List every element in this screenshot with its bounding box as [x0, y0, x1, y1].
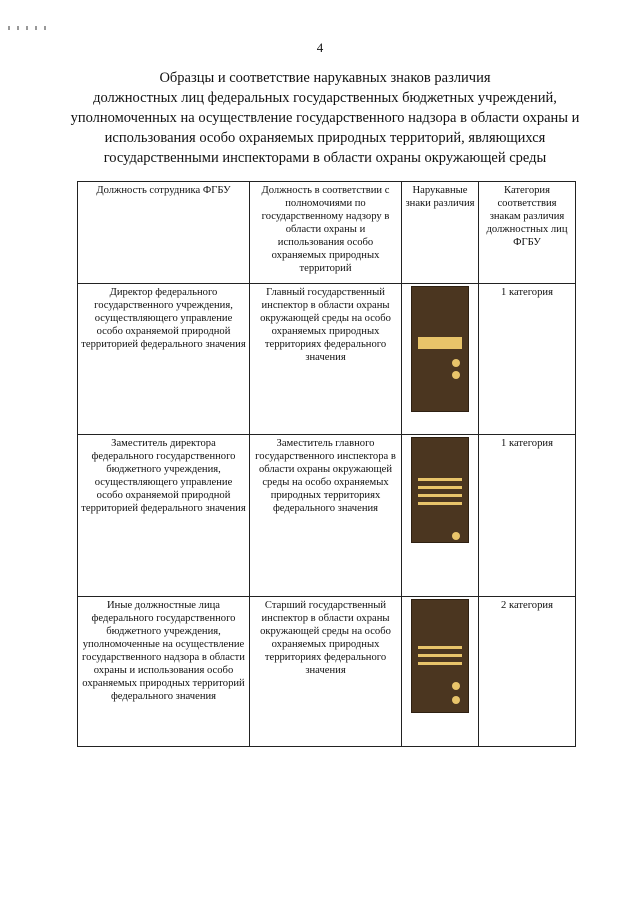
table-row [78, 597, 576, 747]
cell-insignia [402, 435, 479, 597]
cell-category: 1 категория [479, 435, 576, 597]
page-number: 4 [316, 40, 324, 55]
cell-inspector-position: Старший государственный инспектор в области охраны окружающей среды на особо охраняемых природных территориях федерального значения [250, 597, 402, 747]
insignia-stripe [418, 478, 462, 481]
cell-employee-position: Директор федерального государственного учреждения, осуществляющего управление особо охраняемой природной территорией федерального значения [78, 284, 250, 435]
cell-employee-position: Иные должностные лица федерального государственного бюджетного учреждения, уполномоченные на осуществление государственного надзора в области охраны и использования особо охраняемых природных территорий федерального значения [78, 597, 250, 747]
page-title [40, 68, 610, 168]
insignia-stripe [418, 646, 462, 649]
cell-insignia [402, 597, 479, 747]
insignia-dot [452, 532, 460, 540]
page-title-line: Образцы и соответствие нарукавных знаков различия [159, 70, 491, 86]
cell-inspector-position: Заместитель главного государственного инспектора в области охраны окружающей среды на особо охраняемых природных территориях федерального значения [250, 435, 402, 597]
cell-category: 2 категория [479, 597, 576, 747]
insignia-table [77, 181, 576, 747]
insignia-three-stripes-two-dots [411, 599, 469, 713]
insignia-stripe [418, 502, 462, 505]
insignia-wide-stripe-two-dots [411, 286, 469, 412]
insignia-stripe [418, 662, 462, 665]
cell-category: 1 категория [479, 284, 576, 435]
cell-insignia [402, 284, 479, 435]
page-title-line: уполномоченных на осуществление государственного надзора в области охраны и [70, 110, 580, 126]
table-row [78, 284, 576, 435]
insignia-dot [452, 696, 460, 704]
header-category: Категория соответствия знакам различия должностных лиц ФГБУ [479, 182, 576, 284]
header-employee-position: Должность сотрудника ФГБУ [78, 182, 250, 284]
insignia-dot [452, 682, 460, 690]
table-row [78, 435, 576, 597]
page-title-line: использования особо охраняемых природных территорий, являющихся [104, 130, 546, 146]
insignia-stripe [418, 337, 462, 349]
insignia-stripe [418, 486, 462, 489]
table-header-row [78, 182, 576, 284]
header-insignia: Нарукавные знаки различия [402, 182, 479, 284]
page-title-line: государственными инспекторами в области охраны окружающей среды [103, 150, 547, 166]
page-title-line: должностных лиц федеральных государственных бюджетных учреждений, [93, 90, 557, 106]
insignia-stripe [418, 494, 462, 497]
insignia-four-stripes-one-dot [411, 437, 469, 543]
insignia-stripe [418, 654, 462, 657]
header-inspector-position: Должность в соответствии с полномочиями по государственному надзору в области охраны и использования особо охраняемых природных территорий [250, 182, 402, 284]
insignia-dot [452, 359, 460, 367]
insignia-dot [452, 371, 460, 379]
cell-employee-position: Заместитель директора федерального государственного бюджетного учреждения, осуществляющего управление особо охраняемой природной территорией федерального значения [78, 435, 250, 597]
cell-inspector-position: Главный государственный инспектор в области охраны окружающей среды на особо охраняемых природных территориях федерального значения [250, 284, 402, 435]
scan-artifact [8, 26, 48, 30]
